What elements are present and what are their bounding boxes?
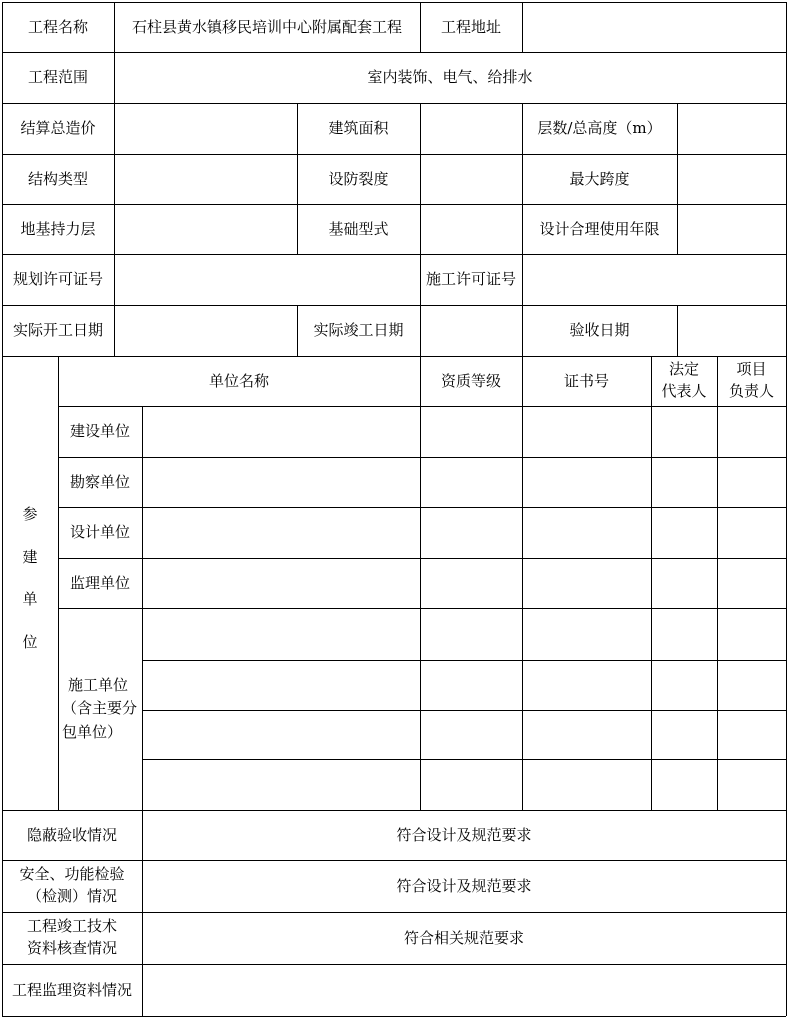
acceptance-date-label: 验收日期 [569, 321, 630, 340]
total-cost-label: 结算总造价 [20, 119, 96, 138]
max-span-value[interactable] [677, 154, 786, 204]
project-scope-value: 室内装饰、电气、给排水 [367, 68, 533, 87]
safety-check-value: 符合设计及规范要求 [396, 876, 532, 895]
row-divider [58, 406, 786, 407]
row-divider [142, 660, 786, 661]
col-divider [420, 356, 421, 810]
table-border-bottom [2, 1016, 786, 1017]
project-address-value[interactable] [522, 2, 786, 52]
tech-docs-value: 符合相关规范要求 [403, 928, 524, 947]
seismic-intensity-label: 设防裂度 [328, 169, 389, 188]
unit-name-header: 单位名称 [208, 371, 269, 390]
row-divider [58, 608, 786, 609]
project-lead-header [717, 356, 786, 406]
row-divider [58, 558, 786, 559]
structure-type-value[interactable] [114, 154, 297, 204]
participating-units-label [2, 356, 58, 810]
completion-date-value[interactable] [420, 305, 522, 356]
design-life-label: 设计合理使用年限 [539, 219, 660, 238]
side-char: 参 [22, 505, 38, 523]
project-lead-header-line: 项目 [736, 360, 767, 379]
floors-height-label: 层数/总高度（m） [537, 119, 662, 138]
completion-date-label: 实际竣工日期 [313, 321, 404, 340]
foundation-layer-value[interactable] [114, 204, 297, 254]
construction-permit-label: 施工许可证号 [425, 270, 516, 289]
construction-permit-value[interactable] [522, 254, 786, 305]
building-area-label: 建筑面积 [328, 119, 389, 138]
tech-docs-label-line: 工程竣工技术 [26, 917, 117, 936]
row-divider [142, 759, 786, 760]
row-divider [58, 507, 786, 508]
foundation-layer-label: 地基持力层 [20, 219, 96, 238]
start-date-label: 实际开工日期 [12, 321, 103, 340]
project-name-label: 工程名称 [27, 17, 88, 36]
side-char: 位 [22, 632, 38, 651]
planning-permit-label: 规划许可证号 [12, 270, 103, 289]
planning-permit-value[interactable] [114, 254, 420, 305]
side-char: 单 [22, 590, 38, 608]
construction-unit-label-line: （含主要分 [62, 699, 138, 718]
project-address-label: 工程地址 [440, 17, 501, 36]
project-name-value: 石柱县黄水镇移民培训中心附属配套工程 [131, 17, 402, 36]
col-divider [717, 356, 718, 810]
hidden-acceptance-label: 隐蔽验收情况 [26, 825, 117, 844]
supervision-unit-label: 监理单位 [69, 573, 130, 592]
side-char: 建 [22, 547, 38, 566]
safety-check-label-line: 安全、功能检验 [19, 865, 125, 884]
supervision-docs-value[interactable] [142, 964, 786, 1016]
supervision-docs-label: 工程监理资料情况 [11, 980, 132, 999]
hidden-acceptance-value: 符合设计及规范要求 [396, 825, 532, 844]
construction-unit-label [58, 608, 142, 810]
structure-type-label: 结构类型 [27, 169, 88, 188]
certificate-header: 证书号 [563, 371, 609, 390]
col-divider [651, 356, 652, 810]
total-cost-value[interactable] [114, 103, 297, 154]
legal-rep-header-line: 代表人 [661, 382, 707, 400]
building-area-value[interactable] [420, 103, 522, 154]
legal-rep-header-line: 法定 [668, 360, 699, 379]
floors-height-value[interactable] [677, 103, 786, 154]
qualification-header: 资质等级 [440, 371, 501, 390]
construction-unit-label-line: 包单位） [62, 722, 123, 741]
col-divider [522, 356, 523, 810]
safety-check-label-line: （检测）情况 [26, 887, 117, 905]
foundation-type-label: 基础型式 [328, 219, 389, 238]
project-scope-label: 工程范围 [27, 68, 88, 87]
construction-unit-label-line: 施工单位 [68, 676, 129, 695]
survey-unit-label: 勘察单位 [69, 472, 130, 491]
row-divider [58, 457, 786, 458]
legal-rep-header [651, 356, 717, 406]
col-divider [142, 406, 143, 810]
design-life-value[interactable] [677, 204, 786, 254]
tech-docs-label-line: 资料核查情况 [26, 939, 117, 957]
start-date-value[interactable] [114, 305, 297, 356]
max-span-label: 最大跨度 [569, 169, 630, 188]
tech-docs-label [2, 912, 142, 964]
foundation-type-value[interactable] [420, 204, 522, 254]
seismic-intensity-value[interactable] [420, 154, 522, 204]
table-border-right [786, 2, 787, 1016]
row-divider [142, 710, 786, 711]
design-unit-label: 设计单位 [69, 523, 130, 542]
acceptance-date-value[interactable] [677, 305, 786, 356]
project-lead-header-line: 负责人 [728, 382, 774, 400]
builder-unit-label: 建设单位 [69, 422, 130, 441]
safety-check-label [2, 860, 142, 912]
